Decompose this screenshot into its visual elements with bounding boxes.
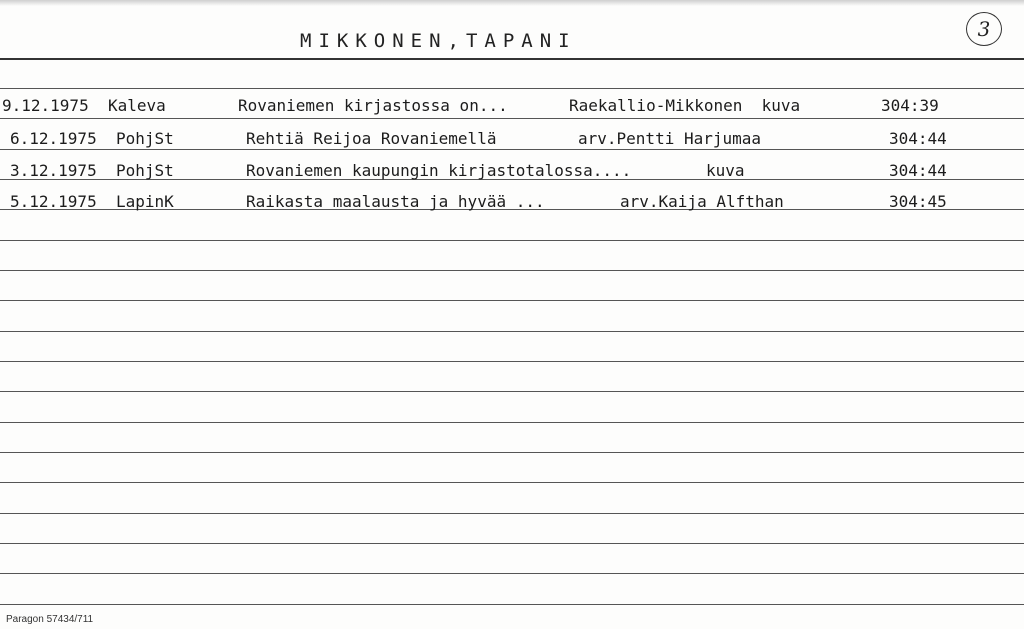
ruled-line — [0, 300, 1024, 301]
ruled-line — [0, 149, 1024, 150]
entry-date: 9.12.1975 — [2, 96, 89, 115]
entry-title: Raikasta maalausta ja hyvää ... — [246, 192, 545, 211]
entry-title: Rehtiä Reijoa Rovaniemellä — [246, 129, 497, 148]
ruled-line — [0, 452, 1024, 453]
entry-source: PohjSt — [116, 129, 174, 148]
ruled-line — [0, 270, 1024, 271]
header-rule — [0, 58, 1024, 60]
ruled-line — [0, 482, 1024, 483]
ruled-line — [0, 573, 1024, 574]
card-number-circle: 3 — [966, 12, 1002, 46]
entry-date: 5.12.1975 — [10, 192, 97, 211]
ruled-line — [0, 543, 1024, 544]
card-top-edge — [0, 0, 1024, 6]
entry-date: 3.12.1975 — [10, 161, 97, 180]
entry-ref: 304:44 — [889, 129, 947, 148]
card-header-name: MIKKONEN,TAPANI — [300, 30, 577, 52]
entry-note: arv.Kaija Alfthan — [620, 192, 784, 211]
entry-ref: 304:45 — [889, 192, 947, 211]
entry-note: Raekallio-Mikkonen kuva — [569, 96, 801, 115]
entry-source: Kaleva — [108, 96, 166, 115]
entry-title: Rovaniemen kirjastossa on... — [238, 96, 508, 115]
ruled-line — [0, 391, 1024, 392]
ruled-line — [0, 331, 1024, 332]
entry-source: LapinK — [116, 192, 174, 211]
entry-title: Rovaniemen kaupungin kirjastotalossa.... — [246, 161, 632, 180]
entry-note: kuva — [706, 161, 745, 180]
ruled-line — [0, 240, 1024, 241]
ruled-line — [0, 513, 1024, 514]
ruled-line — [0, 422, 1024, 423]
entry-ref: 304:39 — [881, 96, 939, 115]
entry-source: PohjSt — [116, 161, 174, 180]
entry-date: 6.12.1975 — [10, 129, 97, 148]
entry-ref: 304:44 — [889, 161, 947, 180]
ruled-line — [0, 361, 1024, 362]
ruled-line — [0, 604, 1024, 605]
card-footer-printmark: Paragon 57434/711 — [6, 614, 94, 625]
ruled-line — [0, 118, 1024, 119]
ruled-line — [0, 88, 1024, 89]
entry-note: arv.Pentti Harjumaa — [578, 129, 762, 148]
